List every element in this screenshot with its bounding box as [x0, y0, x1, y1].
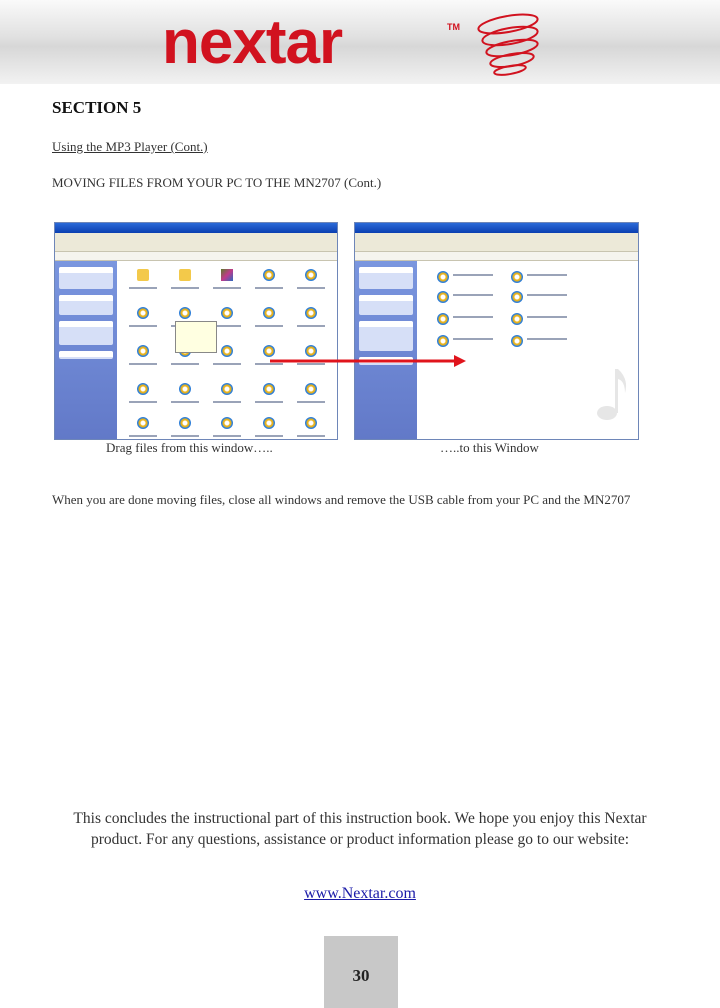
media-file-icon [137, 345, 149, 357]
file-label [527, 294, 567, 296]
window-toolbar [355, 241, 638, 252]
file-label [213, 325, 241, 327]
window-titlebar [55, 223, 337, 233]
removable-disk-window-screenshot [354, 222, 639, 440]
right-caption: …..to this Window [440, 440, 539, 455]
page-number: 30 [352, 966, 370, 985]
music-note-watermark-icon [595, 363, 631, 423]
file-label [129, 325, 157, 327]
file-label [297, 287, 325, 289]
media-file-icon [263, 417, 275, 429]
file-label [297, 325, 325, 327]
media-file-icon [137, 307, 149, 319]
window-address-bar [355, 252, 638, 261]
file-label [213, 363, 241, 365]
media-file-icon [263, 383, 275, 395]
left-caption: Drag files from this window….. [106, 440, 273, 455]
media-file-icon [511, 271, 523, 283]
media-file-icon [137, 383, 149, 395]
file-label [527, 316, 567, 318]
page-header [0, 0, 720, 84]
window-address-bar [55, 252, 337, 261]
my-music-window-screenshot [54, 222, 338, 440]
media-file-icon [437, 335, 449, 347]
folder-icon [137, 269, 149, 281]
task-pane [355, 261, 417, 439]
media-file-icon [437, 313, 449, 325]
file-label [255, 435, 283, 437]
file-label [297, 435, 325, 437]
media-file-icon [179, 417, 191, 429]
media-file-icon [137, 417, 149, 429]
file-label [453, 274, 493, 276]
folder-icon [179, 269, 191, 281]
subtitle: Using the MP3 Player (Cont.) [52, 139, 208, 154]
logo-swirl-icon [468, 10, 558, 76]
media-file-icon [263, 269, 275, 281]
drag-arrow-icon [270, 354, 470, 368]
album-art-icon [221, 269, 233, 281]
media-file-icon [263, 307, 275, 319]
file-label [129, 287, 157, 289]
media-file-icon [437, 291, 449, 303]
media-file-icon [511, 313, 523, 325]
media-file-icon [221, 307, 233, 319]
file-label [171, 287, 199, 289]
instruction-paragraph: When you are done moving files, close all windows and remove the USB cable from your PC and the MN2707 [52, 492, 631, 507]
media-file-icon [179, 383, 191, 395]
media-file-icon [179, 307, 191, 319]
file-label [171, 363, 199, 365]
trademark-mark: TM [447, 22, 460, 32]
file-label [453, 294, 493, 296]
file-label [453, 338, 493, 340]
media-file-icon [305, 307, 317, 319]
file-label [213, 287, 241, 289]
window-titlebar [355, 223, 638, 233]
file-label [213, 435, 241, 437]
window-menubar [355, 233, 638, 241]
file-label [213, 401, 241, 403]
file-label [129, 401, 157, 403]
media-file-icon [305, 417, 317, 429]
file-label [297, 401, 325, 403]
window-toolbar [55, 241, 337, 252]
media-file-icon [305, 269, 317, 281]
media-file-icon [221, 383, 233, 395]
file-label [527, 338, 567, 340]
file-label [129, 363, 157, 365]
properties-tooltip [175, 321, 217, 353]
media-file-icon [511, 291, 523, 303]
file-label [171, 401, 199, 403]
file-label [255, 287, 283, 289]
file-label [255, 401, 283, 403]
media-file-icon [511, 335, 523, 347]
website-link[interactable]: www.Nextar.com [304, 885, 416, 902]
media-file-icon [221, 345, 233, 357]
window-menubar [55, 233, 337, 241]
task-pane [55, 261, 117, 439]
nextar-logo: nextar [162, 8, 343, 77]
media-file-icon [305, 383, 317, 395]
section-title: SECTION 5 [52, 98, 142, 117]
conclusion-paragraph: This concludes the instructional part of this instruction book. We hope you enjoy this Nextar product. For any questions, assistance or product information please go to our website: [73, 810, 647, 848]
moving-files-heading: MOVING FILES FROM YOUR PC TO THE MN2707 (Cont.) [52, 175, 382, 190]
file-label [129, 435, 157, 437]
file-label [255, 325, 283, 327]
media-file-icon [437, 271, 449, 283]
file-label [527, 274, 567, 276]
file-label [453, 316, 493, 318]
page-number-tab [324, 936, 398, 1008]
file-label [171, 435, 199, 437]
media-file-icon [221, 417, 233, 429]
